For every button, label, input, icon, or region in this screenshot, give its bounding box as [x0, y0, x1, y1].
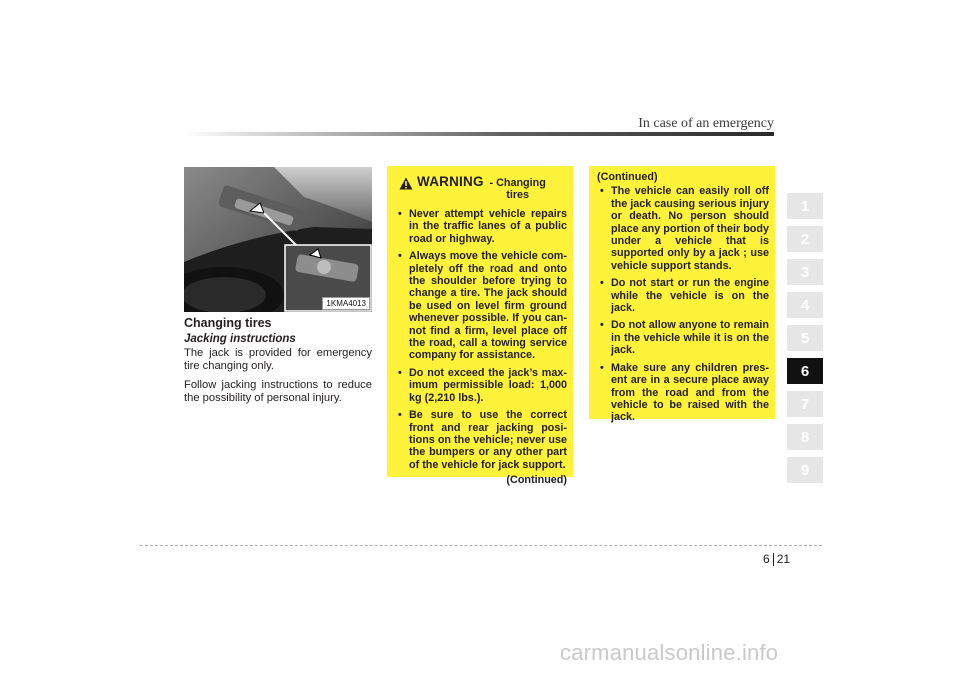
continued-label: (Continued) — [506, 474, 567, 487]
paragraph-1: The jack is provided for emergency tire changing only. — [184, 347, 372, 372]
chapter-tab-4[interactable]: 4 — [787, 292, 823, 318]
page-number — [763, 552, 790, 566]
page-chapter: 6 — [763, 552, 770, 566]
jack-storage-photo — [184, 167, 372, 312]
section-title: Changing tires — [184, 316, 272, 330]
warning-subtitle: - Changing tires — [489, 177, 546, 201]
warning-header — [399, 174, 567, 201]
photo-code-label: 1KMA4013 — [322, 297, 370, 310]
warning-item: • Make sure any children pres-ent are in a secure place away from the road and from the vehicle to be raised with the jack. — [597, 362, 769, 424]
warning-box-2 — [589, 166, 775, 424]
chapter-tab-2[interactable]: 2 — [787, 226, 823, 252]
main-text-column — [184, 317, 372, 411]
footer-rule — [140, 545, 822, 546]
continued-label: (Continued) — [597, 171, 658, 183]
warning-list-1 — [395, 208, 567, 471]
chapter-tab-3[interactable]: 3 — [787, 259, 823, 285]
chapter-tab-7[interactable]: 7 — [787, 391, 823, 417]
chapter-tab-9[interactable]: 9 — [787, 457, 823, 483]
chapter-tab-1[interactable]: 1 — [787, 193, 823, 219]
warning-item: • Be sure to use the correct front and rear jacking posi-tions on the vehicle; never use the bumpers or any other part of the vehicle for jack support. — [395, 409, 567, 471]
watermark: carmanualsonline.info — [560, 640, 779, 665]
warning-item: • Do not exceed the jack’s max-imum permissible load: 1,000 kg (2,210 lbs.). — [395, 367, 567, 404]
page-number-separator — [773, 553, 774, 566]
warning-item: • Always move the vehicle com-pletely off the road and onto the shoulder before trying to change a tire. The jack should be used on level firm ground whenever possible. If you can-not find a firm, level place off the road, call a towing service company for assistance. — [395, 250, 567, 362]
chapter-tabs — [787, 193, 823, 490]
paragraph-2: Follow jacking instructions to reduce the possibility of personal injury. — [184, 379, 372, 404]
warning-item: • Do not start or run the engine while the vehicle is on the jack. — [597, 277, 769, 314]
sub-title: Jacking instructions — [184, 333, 296, 345]
chapter-tab-5[interactable]: 5 — [787, 325, 823, 351]
chapter-tab-6-active[interactable]: 6 — [787, 358, 823, 384]
warning-item: • Never attempt vehicle repairs in the traffic lanes of a public road or highway. — [395, 208, 567, 245]
warning-label: WARNING — [417, 174, 484, 189]
page-index: 21 — [776, 552, 791, 566]
header-title: In case of an emergency — [638, 116, 774, 131]
warning-box-1 — [387, 166, 573, 487]
warning-triangle-icon — [399, 177, 413, 190]
warning-item: • Do not allow anyone to remain in the vehicle while it is on the jack. — [597, 319, 769, 356]
header-rule — [184, 132, 774, 136]
chapter-tab-8[interactable]: 8 — [787, 424, 823, 450]
warning-list-2 — [597, 185, 769, 423]
warning-item: • The vehicle can easily roll off the jack causing serious injury or death. No person should place any portion of their body under a vehicle that is supported only by a jack ; use vehicle support stands. — [597, 185, 769, 272]
jack-photo-illustration — [184, 167, 372, 312]
